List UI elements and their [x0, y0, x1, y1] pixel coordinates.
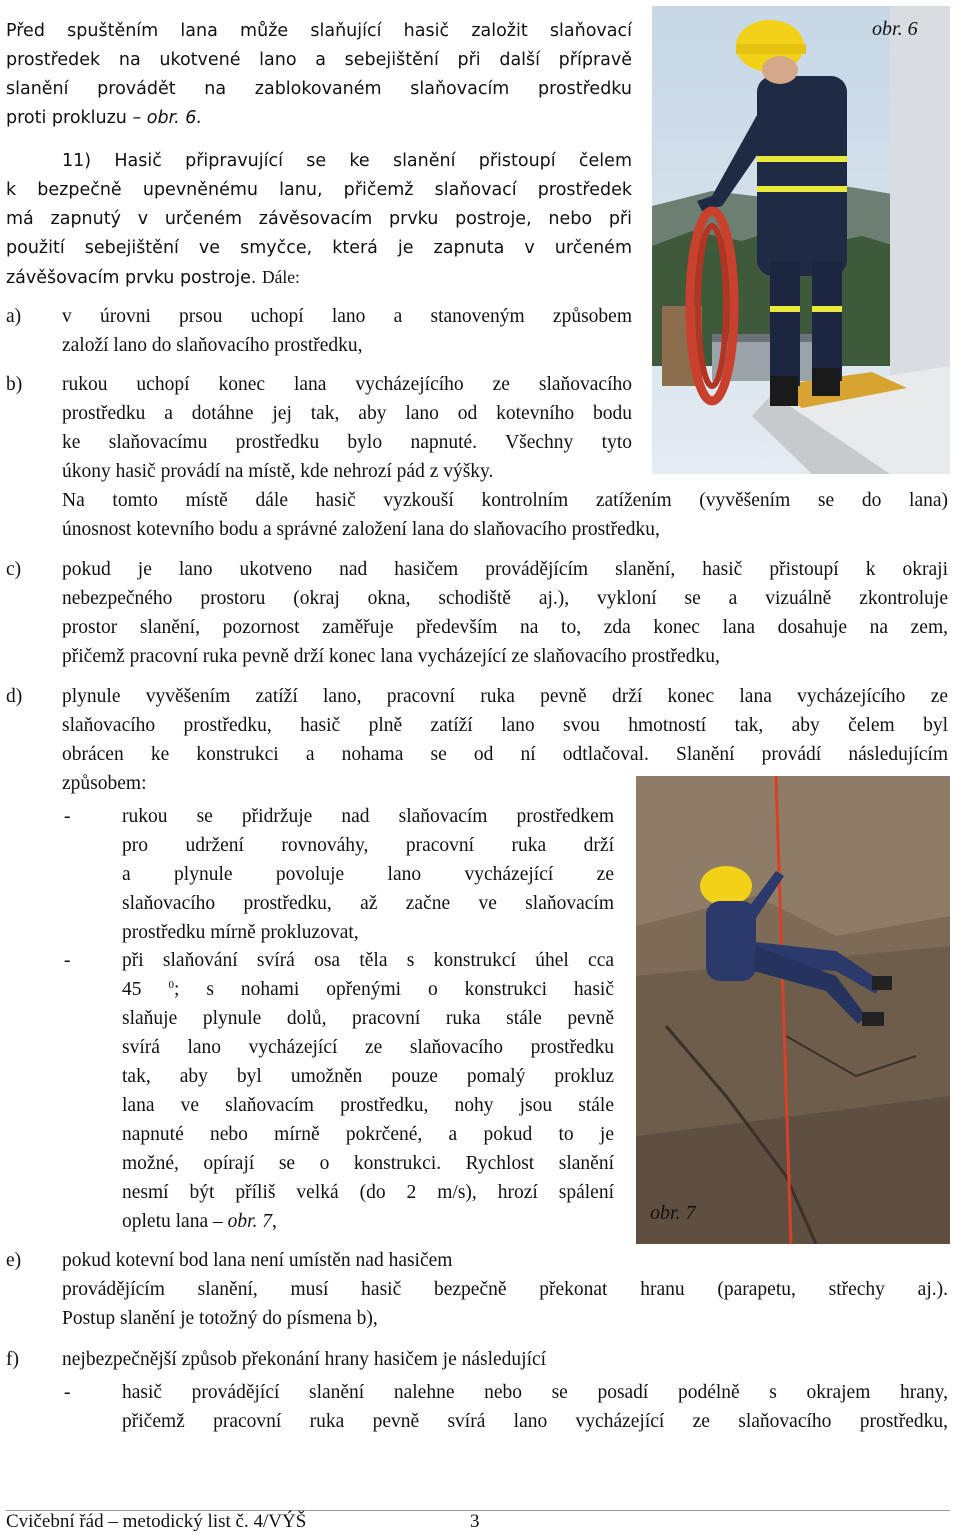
intro-line-4-text: proti prokluzu – [6, 108, 147, 128]
item-d-line-3: obrácen ke konstrukci a nohama se od ní odtlačoval. Slanění provádí následujícím [62, 744, 948, 765]
footer-title: Cvičební řád – metodický list č. 4/VÝŠ [6, 1511, 307, 1532]
dash-1-marker: - [64, 806, 71, 827]
figure-6-caption: obr. 6 [872, 18, 918, 40]
item-b-line-5: Na tomto místě dále hasič vyzkouší kontrolním zatížením (vyvěšením se do lana) [62, 490, 948, 511]
dash-2-line-10 [122, 1207, 277, 1236]
p11-line-5-text: závěšovacím prvku postroje. [6, 268, 263, 288]
item-b-line-4: úkony hasič provádí na místě, kde nehrozí pád z výšky. [62, 461, 494, 482]
item-c-line-3: prostor slanění, pozornost zaměřuje především na to, zda konec lana dosahuje na zem, [62, 617, 948, 638]
dash-1-line-2: pro udržení rovnováhy, pracovní ruka drží [122, 835, 614, 856]
item-c-line-1: pokud je lano ukotveno nad hasičem provádějícím slanění, hasič přistoupí k okraji [62, 559, 948, 580]
degree-sup: 0 [168, 979, 174, 991]
firefighter-on-roof-illustration [652, 6, 950, 474]
item-d-line-4: způsobem: [62, 773, 147, 794]
item-b-line-2: prostředku a dotáhne jej tak, aby lano od kotevního bodu [62, 403, 632, 424]
p11-line-5 [6, 263, 300, 293]
item-c-line-4: přičemž pracovní ruka pevně drží konec lana vycházející ze slaňovacího prostředku, [62, 646, 720, 667]
dash-1-line-5: prostředku mírně prokluzovat, [122, 922, 359, 943]
p11-line-2: k bezpečně upevněnému lanu, přičemž slaňovací prostředek [6, 180, 632, 200]
dash-2-line-1: při slaňování svírá osa těla s konstrukcí úhel cca [122, 950, 614, 971]
intro-line-2: prostředek na ukotvené lano a sebejištění při další přípravě [6, 50, 632, 70]
item-b-line-6: únosnost kotevního bodu a správné založení lana do slaňovacího prostředku, [62, 519, 660, 540]
p11-tail: Dále: [262, 267, 300, 287]
dash-2-line-3: slaňuje plynule dolů, pracovní ruka stále pevně [122, 1008, 614, 1029]
item-b-marker: b) [6, 374, 23, 395]
p11-line-1: 11) Hasič připravující se ke slanění přistoupí čelem [62, 151, 632, 171]
intro-figure-ref: obr. 6. [146, 108, 203, 128]
dash-1-line-1: rukou se přidržuje nad slaňovacím prostředkem [122, 806, 614, 827]
intro-line-1: Před spuštěním lana může slaňující hasič založit slaňovací [6, 21, 632, 41]
dash-2-line-8: možné, opírají se o konstrukci. Rychlost slanění [122, 1153, 614, 1174]
item-a-line-1: v úrovni prsou uchopí lano a stanoveným způsobem [62, 306, 632, 327]
item-c-marker: c) [6, 559, 22, 580]
p11-line-4: použití sebejištění ve smyčce, která je zapnuta v určeném [6, 238, 632, 258]
dash-2-last-end: , [272, 1211, 277, 1232]
item-d-line-1: plynule vyvěšením zatíží lano, pracovní ruka pevně drží konec lana vycházejícího ze [62, 686, 948, 707]
intro-line-4 [6, 104, 202, 133]
dash-2-marker: - [64, 950, 71, 971]
item-e-marker: e) [6, 1250, 22, 1271]
item-a-marker: a) [6, 306, 22, 327]
dash-2-line-6: lana ve slaňovacím prostředku, nohy jsou stále [122, 1095, 614, 1116]
dash-2-line-4: svírá lano vycházející ze slaňovacího prostředku [122, 1037, 614, 1058]
figure-7-caption: obr. 7 [650, 1202, 696, 1224]
dash-2-figure-ref: obr. 7 [227, 1211, 273, 1232]
dash-2-last-text: opletu lana – [122, 1211, 228, 1232]
item-b-line-1: rukou uchopí konec lana vycházejícího ze slaňovacího [62, 374, 632, 395]
item-e-line-3: Postup slanění je totožný do písmena b), [62, 1308, 378, 1329]
dash-1-line-4: slaňovacího prostředku, až začne ve slaňovacím [122, 893, 614, 914]
item-f-dash-line-1: hasič provádějící slanění nalehne nebo se posadí podélně s okrajem hrany, [122, 1382, 948, 1403]
p11-line-3: má zapnutý v určeném závěsovacím prvku postroje, nebo při [6, 209, 632, 229]
angle-value: 45 [122, 979, 142, 1000]
item-f-line: nejbezpečnější způsob překonání hrany hasičem je následující [62, 1349, 547, 1370]
dash-2-line-5: tak, aby byl umožněn pouze pomalý prokluz [122, 1066, 614, 1087]
figure-6-photo [652, 6, 950, 474]
item-f-dash-marker: - [64, 1382, 71, 1403]
item-e-line-1: pokud kotevní bod lana není umístěn nad hasičem [62, 1250, 453, 1271]
dash-2-line-2-rest: ; s nohami opřenými o konstrukci hasič [173, 979, 615, 1000]
item-d-marker: d) [6, 686, 23, 707]
firefighter-rappelling-illustration [636, 776, 950, 1244]
dash-2-line-7: napnuté nebo mírně pokrčené, a pokud to je [122, 1124, 614, 1145]
item-b-line-3: ke slaňovacímu prostředku bylo napnuté. Všechny tyto [62, 432, 632, 453]
dash-1-line-3: a plynule povoluje lano vycházející ze [122, 864, 614, 885]
item-c-line-2: nebezpečného prostoru (okraj okna, schodiště aj.), vykloní se a vizuálně zkontroluje [62, 588, 948, 609]
intro-line-3: slanění provádět na zablokovaném slaňovacím prostředku [6, 79, 632, 99]
figure-7-photo [636, 776, 950, 1244]
item-d-line-2: slaňovacího prostředku, hasič plně zatíží lano svou hmotností tak, aby čelem byl [62, 715, 948, 736]
item-f-dash-line-2: přičemž pracovní ruka pevně svírá lano vycházející ze slaňovacího prostředku, [122, 1411, 948, 1432]
item-a-line-2: založí lano do slaňovacího prostředku, [62, 335, 363, 356]
dash-2-line-2 [122, 975, 614, 1004]
item-f-marker: f) [6, 1349, 19, 1370]
dash-2-line-9: nesmí být příliš velká (do 2 m/s), hrozí spálení [122, 1182, 614, 1203]
footer-page-number: 3 [470, 1511, 480, 1532]
item-e-line-2: provádějícím slanění, musí hasič bezpečně překonat hranu (parapetu, střechy aj.). [62, 1279, 948, 1300]
